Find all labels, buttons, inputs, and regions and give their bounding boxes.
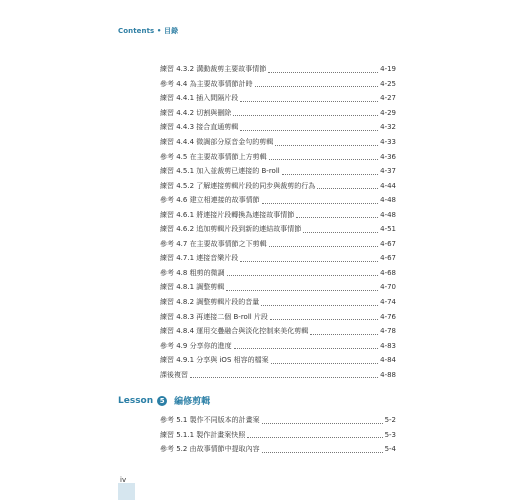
toc-entry-page: 4-27 <box>380 94 396 103</box>
dot-leader <box>282 174 378 175</box>
toc-entry-page: 4-83 <box>380 341 396 350</box>
toc-entry-label: 參考 4.4 為主要故事情節計時 <box>160 79 253 88</box>
header-title: Contents <box>118 27 155 35</box>
dot-leader <box>269 246 379 247</box>
toc-entry[interactable] <box>160 222 396 237</box>
dot-leader <box>271 363 379 364</box>
dot-leader <box>275 145 378 146</box>
running-header <box>118 26 178 36</box>
toc-entry-page: 4-84 <box>380 356 396 365</box>
dot-leader <box>270 319 378 320</box>
page-footer-tab <box>118 476 135 500</box>
toc-entry-label: 練習 4.8.4 運用交疊融合與淡化控制來美化剪輯 <box>160 327 309 336</box>
toc-entry[interactable] <box>160 77 396 92</box>
toc-entry[interactable] <box>160 338 396 353</box>
dot-leader <box>233 115 378 116</box>
dot-leader <box>227 275 379 276</box>
toc-list <box>160 62 396 382</box>
toc-entry[interactable] <box>160 442 396 457</box>
toc-entry[interactable] <box>160 149 396 164</box>
toc-entry[interactable] <box>160 178 396 193</box>
dot-leader <box>240 101 378 102</box>
dot-leader <box>268 72 378 73</box>
toc-entry-page: 4-78 <box>380 327 396 336</box>
toc-entry[interactable] <box>160 428 396 443</box>
toc-entry-page: 4-32 <box>380 123 396 132</box>
toc-entry[interactable] <box>160 324 396 339</box>
toc-entry-label: 參考 4.9 分享你的進度 <box>160 341 232 350</box>
toc-entry-page: 5-2 <box>384 416 396 425</box>
toc-entry-page: 4-70 <box>380 283 396 292</box>
toc-entry-label: 練習 4.4.3 接合直通剪輯 <box>160 123 239 132</box>
toc-entry-label: 練習 4.5.1 加入並裁剪已連接的 B-roll <box>160 167 280 176</box>
dot-leader <box>240 130 378 131</box>
toc-entry-label: 參考 5.2 由故事情節中提取內容 <box>160 445 260 454</box>
toc-entry-label: 參考 5.1 製作不同版本的計畫案 <box>160 416 260 425</box>
dot-leader <box>240 261 378 262</box>
lesson-title: 編修剪輯 <box>174 397 211 407</box>
dot-leader <box>262 452 383 453</box>
toc-entry-label: 練習 4.8.2 調整剪輯片段的音量 <box>160 298 260 307</box>
dot-leader <box>190 377 378 378</box>
toc-entry-page: 5-4 <box>384 445 396 454</box>
toc-entry-label: 參考 4.5 在主要故事情節上方剪輯 <box>160 152 267 161</box>
toc-entry-label: 練習 5.1.1 製作計畫案快照 <box>160 430 246 439</box>
dot-leader <box>255 86 379 87</box>
toc-entry-label: 練習 4.8.3 再連接二個 B-roll 片段 <box>160 312 268 321</box>
dot-leader <box>261 305 378 306</box>
toc-entry-page: 5-3 <box>384 430 396 439</box>
toc-entry-label: 課後複習 <box>160 370 188 379</box>
toc-entry-page: 4-25 <box>380 79 396 88</box>
footer-page-number: iv <box>120 476 127 484</box>
toc-entry-label: 練習 4.4.4 微調部分原音金句的剪輯 <box>160 138 274 146</box>
toc-entry[interactable] <box>160 413 396 428</box>
toc-entry-page: 4-74 <box>380 298 396 307</box>
toc-entry-label: 練習 4.8.1 調整剪輯 <box>160 283 225 292</box>
toc-entry[interactable] <box>160 106 396 121</box>
toc-entry[interactable] <box>160 91 396 106</box>
toc-entry[interactable] <box>160 135 396 150</box>
toc-entry[interactable] <box>160 164 396 179</box>
toc-entry-page: 4-33 <box>380 138 396 146</box>
toc-entry-page: 4-51 <box>380 225 396 234</box>
toc-entry[interactable] <box>160 280 396 295</box>
toc-entry[interactable] <box>160 295 396 310</box>
toc-entry-page: 4-67 <box>380 254 396 263</box>
toc-entry[interactable] <box>160 266 396 281</box>
lesson-heading <box>118 394 210 407</box>
toc-entry-label: 練習 4.6.1 將連接片段轉換為連接故事情節 <box>160 210 295 219</box>
dot-leader <box>262 423 383 424</box>
toc-entry-label: 練習 4.4.1 插入間隔片段 <box>160 94 239 103</box>
lesson-word: Lesson <box>118 395 154 406</box>
lesson-toc-list <box>160 413 396 457</box>
dot-leader <box>310 334 378 335</box>
dot-leader <box>303 232 378 233</box>
toc-entry-page: 4-68 <box>380 268 396 277</box>
toc-entry-page: 4-76 <box>380 312 396 321</box>
toc-entry-page: 4-29 <box>380 108 396 117</box>
toc-entry[interactable] <box>160 237 396 252</box>
dot-leader <box>247 437 382 438</box>
toc-entry[interactable] <box>160 207 396 222</box>
toc-entry[interactable] <box>160 251 396 266</box>
toc-entry-label: 練習 4.7.1 連接音樂片段 <box>160 254 239 263</box>
dot-leader <box>234 348 379 349</box>
dot-leader <box>296 217 378 218</box>
header-subtitle: 目錄 <box>164 27 179 35</box>
toc-entry-label: 參考 4.7 在主要故事情節之下剪輯 <box>160 239 267 248</box>
toc-entry-label: 參考 4.8 粗剪的微調 <box>160 268 225 277</box>
toc-entry-page: 4-44 <box>380 181 396 190</box>
toc-entry-page: 4-19 <box>380 65 396 74</box>
toc-entry-page: 4-48 <box>380 196 396 205</box>
toc-entry-page: 4-48 <box>380 210 396 219</box>
toc-entry[interactable] <box>160 353 396 368</box>
toc-entry-label: 練習 4.4.2 切割與刪除 <box>160 108 232 117</box>
toc-entry[interactable] <box>160 309 396 324</box>
toc-entry-page: 4-88 <box>380 370 396 379</box>
dot-leader <box>262 203 379 204</box>
toc-entry-label: 練習 4.3.2 溝動裁剪主要故事情節 <box>160 65 267 74</box>
toc-entry-page: 4-67 <box>380 239 396 248</box>
dot-leader <box>226 290 378 291</box>
lesson-number-badge: 5 <box>157 396 167 406</box>
toc-entry-page: 4-37 <box>380 167 396 176</box>
dot-leader <box>269 159 379 160</box>
toc-entry-label: 練習 4.6.2 追加剪輯片段到新的連結故事情節 <box>160 225 302 234</box>
toc-entry-label: 練習 4.5.2 了解連接剪輯片段的同步與裁剪的行為 <box>160 181 316 190</box>
toc-entry-label: 練習 4.9.1 分享與 iOS 相容的檔案 <box>160 356 269 365</box>
toc-entry-page: 4-36 <box>380 152 396 161</box>
toc-entry[interactable] <box>160 120 396 135</box>
toc-entry-label: 參考 4.6 建立相連接的故事情節 <box>160 196 260 205</box>
dot-leader <box>317 188 378 189</box>
toc-entry[interactable] <box>160 193 396 208</box>
toc-entry[interactable] <box>160 62 396 77</box>
toc-entry[interactable] <box>160 367 396 382</box>
header-separator: • <box>156 27 162 35</box>
